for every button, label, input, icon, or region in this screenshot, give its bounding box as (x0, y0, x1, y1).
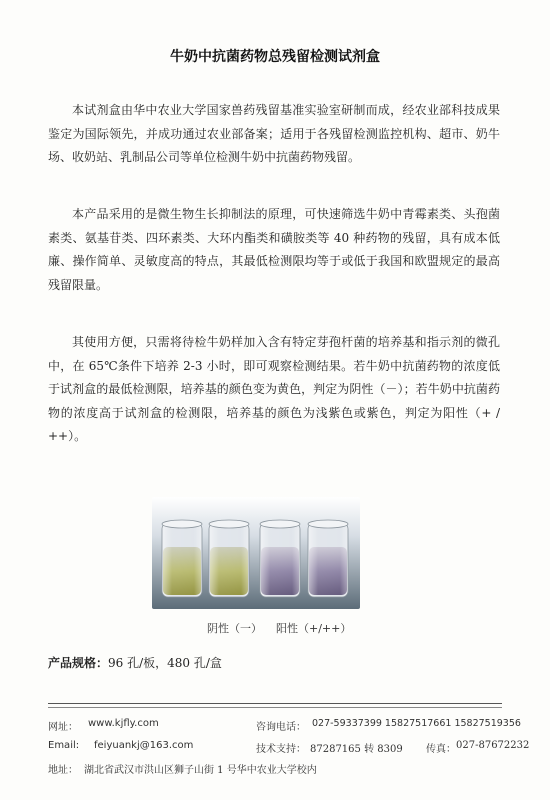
product-spec-label: 产品规格： (48, 656, 109, 670)
caption-positive: 阳性（+/++） (276, 622, 352, 635)
paragraph-intro: 本试剂盒由华中农业大学国家兽药残留基准实验室研制而成，经农业部科技成果鉴定为国际领先，并成功通过农业部备案；适用于各残留检测监控机构、超市、奶牛场、收奶站、乳制品公司等单位检测牛奶中抗菌药物残留。 (48, 103, 500, 164)
email-label: Email: (48, 740, 80, 751)
support-label: 技术支持： (256, 744, 306, 755)
vial-negative-2 (209, 520, 249, 597)
hotline-value: 027-59337399 15827517661 15827519356 (312, 718, 521, 729)
vial-positive-2 (308, 520, 348, 597)
document-title: 牛奶中抗菌药物总残留检测试剂盒 (170, 49, 380, 65)
footer-divider (48, 703, 502, 704)
support-value: 87287165 转 8309 (310, 744, 403, 755)
caption-negative: 阴性（一） (207, 622, 262, 635)
footer-divider-thin (48, 707, 502, 708)
address-label: 地址： (48, 765, 78, 776)
test-result-photo (152, 497, 360, 609)
email-link[interactable]: feiyuankj@163.com (94, 740, 194, 751)
address-value: 湖北省武汉市洪山区狮子山街 1 号华中农业大学校内 (84, 765, 317, 776)
product-spec-value: 96 孔/板，480 孔/盒 (108, 656, 222, 670)
hotline-label: 咨询电话： (256, 722, 306, 733)
website-link[interactable]: www.kjfly.com (88, 718, 159, 729)
paragraph-principle: 本产品采用的是微生物生长抑制法的原理，可快速筛选牛奶中青霉素类、头孢菌素类、氨基苷类、四环素类、大环内酯类和磺胺类等 40 种药物的残留，具有成本低廉、操作简单、灵敏度高的特点，其最低检测限均等于或低于我国和欧盟规定的最高残留限量。 (48, 207, 500, 292)
paragraph-usage: 其使用方便，只需将待检牛奶样加入含有特定芽孢杆菌的培养基和指示剂的微孔中，在 65℃条件下培养 2-3 小时，即可观察检测结果。若牛奶中抗菌药物的浓度低于试剂盒的最低检测限，培养基的颜色变为黄色，判定为阴性（－）；若牛奶中抗菌药物的浓度高于试剂盒的检测限，培养基的颜色为浅紫色或紫色，判定为阳性（+ / ++）。 (48, 335, 500, 443)
vial-positive-1 (260, 520, 300, 597)
website-label: 网址： (48, 722, 78, 733)
product-spec (48, 654, 222, 671)
vial-negative-1 (162, 520, 202, 597)
fax-value: 027-87672232 (456, 740, 530, 751)
fax-label: 传真： (426, 744, 456, 755)
